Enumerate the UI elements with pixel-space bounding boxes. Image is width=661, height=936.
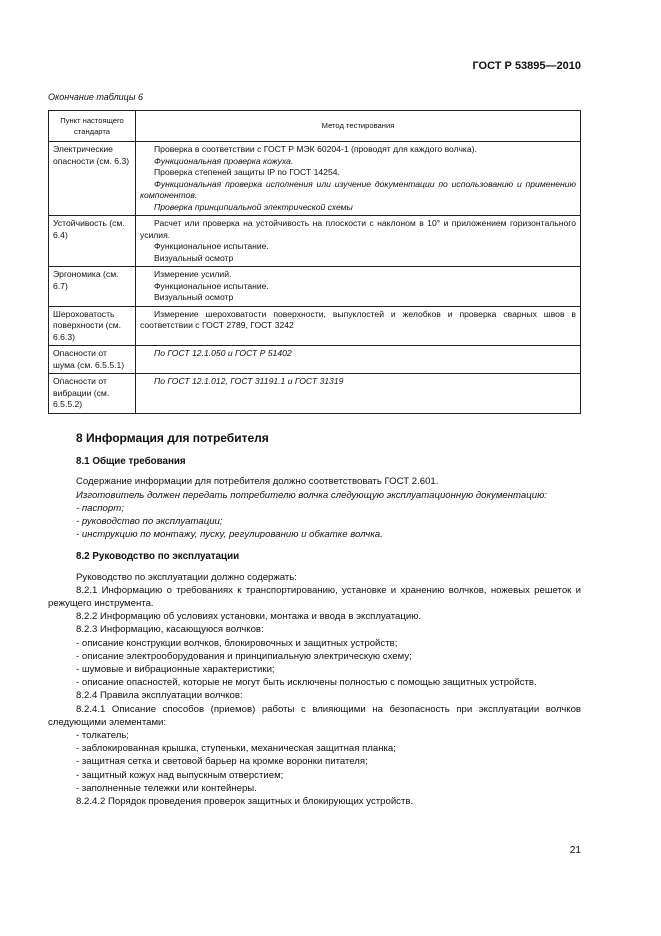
paragraph: 8.2.4 Правила эксплуатации волчков: [76,690,243,702]
list-item: - описание электрооборудования и принципиальную электрическую схему; [76,650,412,662]
list-item: - руководство по эксплуатации; [76,516,223,528]
method-cell [136,346,581,374]
method-cell [136,216,581,267]
list-item: - описание конструкции волчков, блокировочных и защитных устройств; [76,637,398,649]
method-line: Измерение шероховатости поверхности, выпуклостей и желобков и проверка сварных швов в соответствии с ГОСТ 2789, ГОСТ 3242 [140,308,576,330]
method-line: Расчет или проверка на устойчивость на плоскости с наклоном в 10° и приложением горизонтального усилия. [140,218,576,240]
list-item: - инструкцию по монтажу, пуску, регулированию и обкатке волчка. [76,529,383,541]
method-line: По ГОСТ 12.1.012, ГОСТ 31191.1 и ГОСТ 31319 [154,376,344,386]
clause-cell: Устойчивость (см. 6.4) [49,216,136,267]
list-item: - паспорт; [76,502,124,514]
column-header-clause: Пункт настоящего стандарта [49,111,136,142]
method-line: Проверка степеней защиты IP по ГОСТ 14254. [154,167,340,177]
list-item: - заполненные тележки или контейнеры. [76,782,257,794]
table-row [49,216,581,267]
method-cell [136,267,581,307]
method-line: Функциональное испытание. [154,280,269,291]
list-item: - защитная сетка и световой барьер на кромке воронки питателя; [76,756,368,768]
method-line: Функциональная проверка кожуха. [154,155,294,166]
paragraph: 8.2.3 Информацию, касающуюся волчков: [76,624,264,636]
page-number: 21 [569,845,581,856]
method-line: Измерение усилий. [154,269,232,279]
paragraph: Содержание информации для потребителя должно соответствовать ГОСТ 2.601. [76,476,439,488]
paragraph: Руководство по эксплуатации должно содержать: [76,571,297,583]
table-row [49,306,581,346]
method-line: Проверка принципиальной электрической схемы [154,201,353,212]
clause-cell: Опасности от вибрации (см. 6.5.5.2) [49,374,136,414]
method-line: Функциональная проверка исполнения или изучение документации по использованию и применению компонентов. [140,178,576,200]
method-line: По ГОСТ 12.1.050 и ГОСТ Р 51402 [154,348,292,358]
paragraph: 8.2.4.1 Описание способов (приемов) работы с влияющими на безопасность при эксплуатации волчков следующими элементами: [48,703,581,728]
table-row [49,267,581,307]
subsection-heading: 8.2 Руководство по эксплуатации [76,551,240,563]
table-row [49,374,581,414]
table-header-row [49,111,581,142]
column-header-method: Метод тестирования [136,111,581,142]
list-item: - толкатель; [76,730,129,742]
paragraph: 8.2.1 Информацию о требованиях к транспортированию, установке и хранению волчков, ножевых решеток и режущего инструмента. [48,584,581,610]
section-heading: 8 Информация для потребителя [76,431,269,445]
section-8 [48,432,581,808]
list-item: - защитный кожух над выпускным отверстием; [76,769,284,781]
list-item: - заблокированная крышка, ступеньки, механическая защитная планка; [76,743,396,755]
method-cell [136,374,581,414]
method-line: Проверка в соответствии с ГОСТ Р МЭК 60204-1 (проводят для каждого волчка). [154,144,477,154]
clause-cell: Шероховатость поверхности (см. 6.6.3) [49,306,136,346]
method-line: Визуальный осмотр [154,252,234,263]
method-cell [136,306,581,346]
clause-cell: Опасности от шума (см. 6.5.5.1) [49,346,136,374]
subsection-heading: 8.1 Общие требования [76,456,186,468]
document-header: ГОСТ Р 53895—2010 [472,60,581,72]
clause-cell: Эргономика (см. 6.7) [49,267,136,307]
method-line: Визуальный осмотр [154,292,234,302]
paragraph: 8.2.4.2 Порядок проведения проверок защитных и блокирующих устройств. [76,796,414,808]
clause-cell: Электрические опасности (см. 6.3) [49,142,136,216]
table-caption: Окончание таблицы 6 [48,92,143,102]
table-row [49,346,581,374]
method-cell [136,142,581,216]
table-row [49,142,581,216]
list-item: - шумовые и вибрационные характеристики; [76,664,275,676]
method-line: Функциональное испытание. [154,241,269,251]
paragraph: 8.2.2 Информацию об условиях установки, монтажа и ввода в эксплуатацию. [76,611,422,623]
list-item: - описание опасностей, которые не могут быть исключены полностью с помощью защитных устройств. [76,677,537,689]
table-6 [48,110,581,414]
paragraph: Изготовитель должен передать потребителю волчка следующую эксплуатационную документацию: [76,489,547,501]
